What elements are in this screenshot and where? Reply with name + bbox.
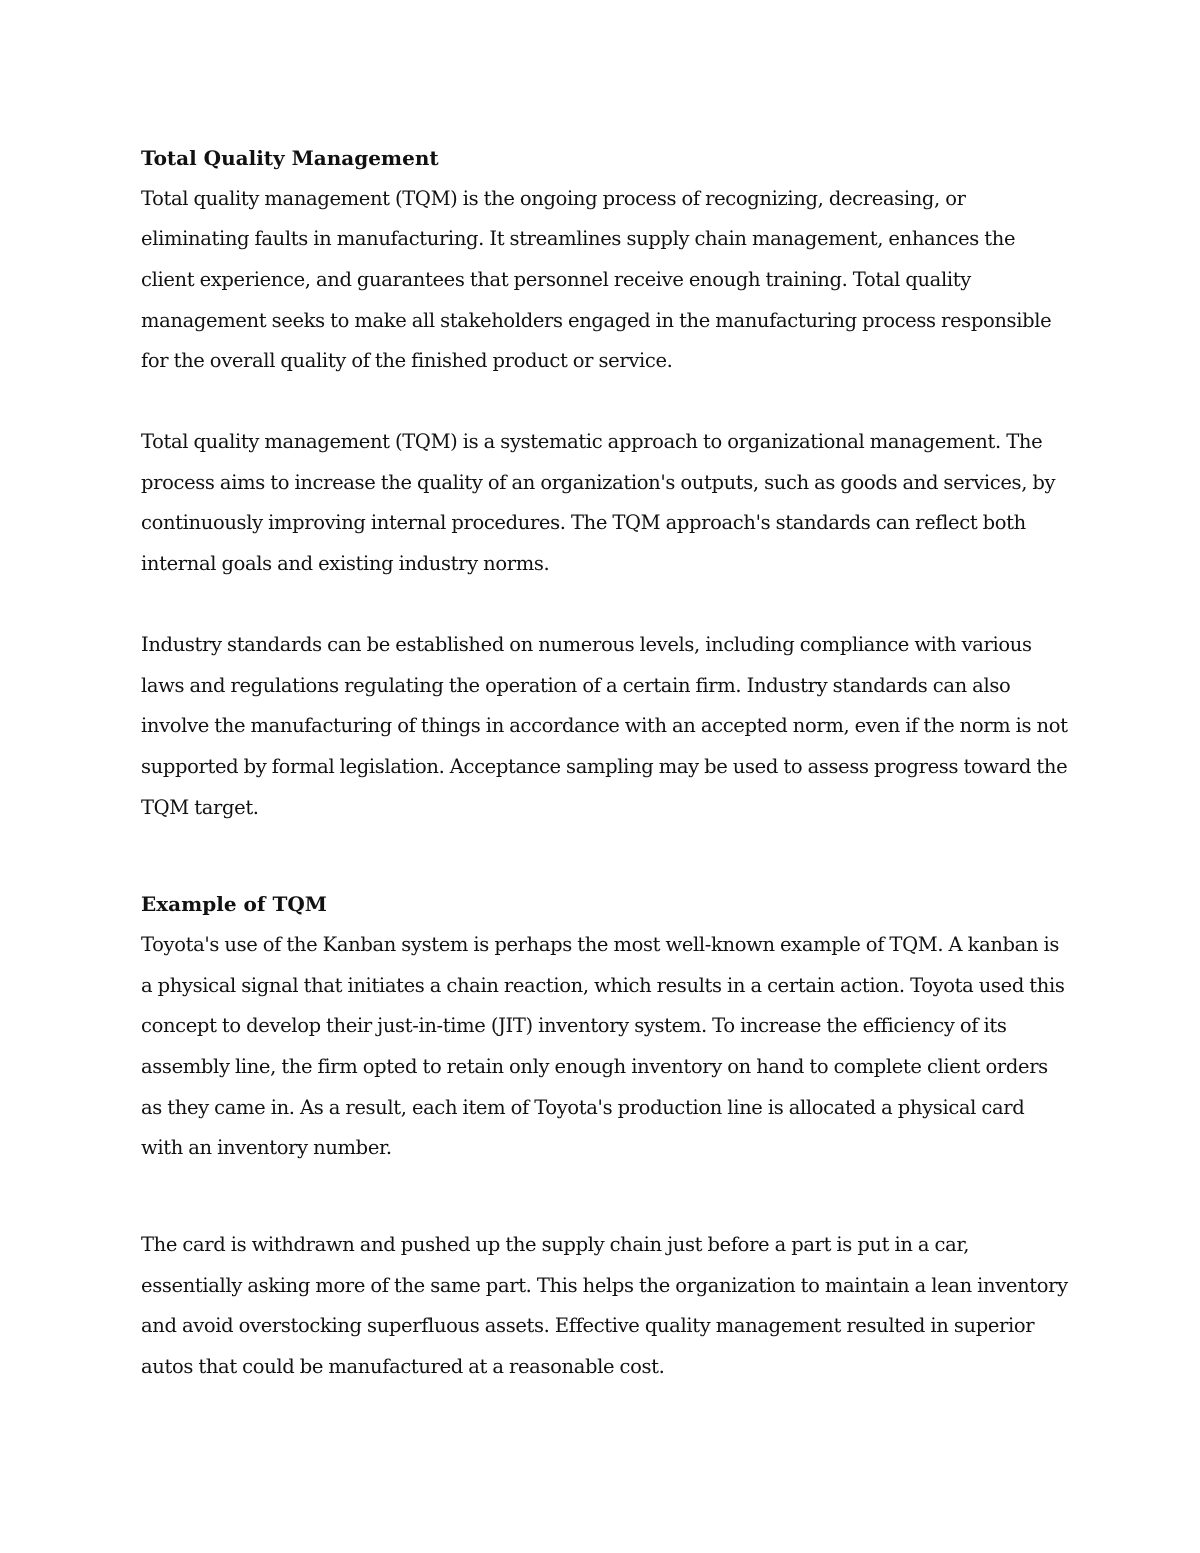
paragraph-spacer <box>141 382 1071 422</box>
section-heading-example: Example of TQM <box>141 892 327 917</box>
paragraph-card-withdrawn: The card is withdrawn and pushed up the supply chain just before a part is put in a car, essentially asking more of the same part. This helps the organization to maintain a lean inventory and avoid overstocking superfluous assets. Effective quality management resulted in superior autos that could be manufactured at a reasonable cost. <box>141 1233 1068 1379</box>
paragraph-spacer <box>141 585 1071 625</box>
paragraph-tqm-definition: Total quality management (TQM) is the ongoing process of recognizing, decreasing, or eliminating faults in manufacturing. It streamlines supply chain management, enhances the client experience, and guarantees that personnel receive enough training. Total quality management seeks to make all stakeholders engaged in the manufacturing process responsible for the overall quality of the finished product or service. <box>141 186 1052 373</box>
paragraph-toyota-kanban: Toyota's use of the Kanban system is perhaps the most well-known example of TQM. A kanban is a physical signal that initiates a chain reaction, which results in a certain action. Toyota used this concept to develop their just-in-time (JIT) inventory system. To increase the efficiency of its assembly line, the firm opted to retain only enough inventory on hand to complete client orders as they came in. As a result, each item of Toyota's production line is allocated a physical card with an inventory number. <box>141 932 1065 1160</box>
paragraph-tqm-systematic: Total quality management (TQM) is a systematic approach to organizational management. The process aims to increase the quality of an organization's outputs, such as goods and services, by continuously improving internal procedures. The TQM approach's standards can reflect both internal goals and existing industry norms. <box>141 430 1056 576</box>
section-spacer <box>141 828 1071 884</box>
paragraph-spacer <box>141 1169 1071 1225</box>
section-heading-tqm: Total Quality Management <box>141 146 439 170</box>
paragraph-industry-standards: Industry standards can be established on numerous levels, including compliance with various laws and regulations regulating the operation of a certain firm. Industry standards can also involve the manufacturing of things in accordance with an accepted norm, even if the norm is not supported by formal legislation. Acceptance sampling may be used to assess progress toward the TQM target. <box>141 632 1068 819</box>
document-page <box>141 138 1071 1388</box>
